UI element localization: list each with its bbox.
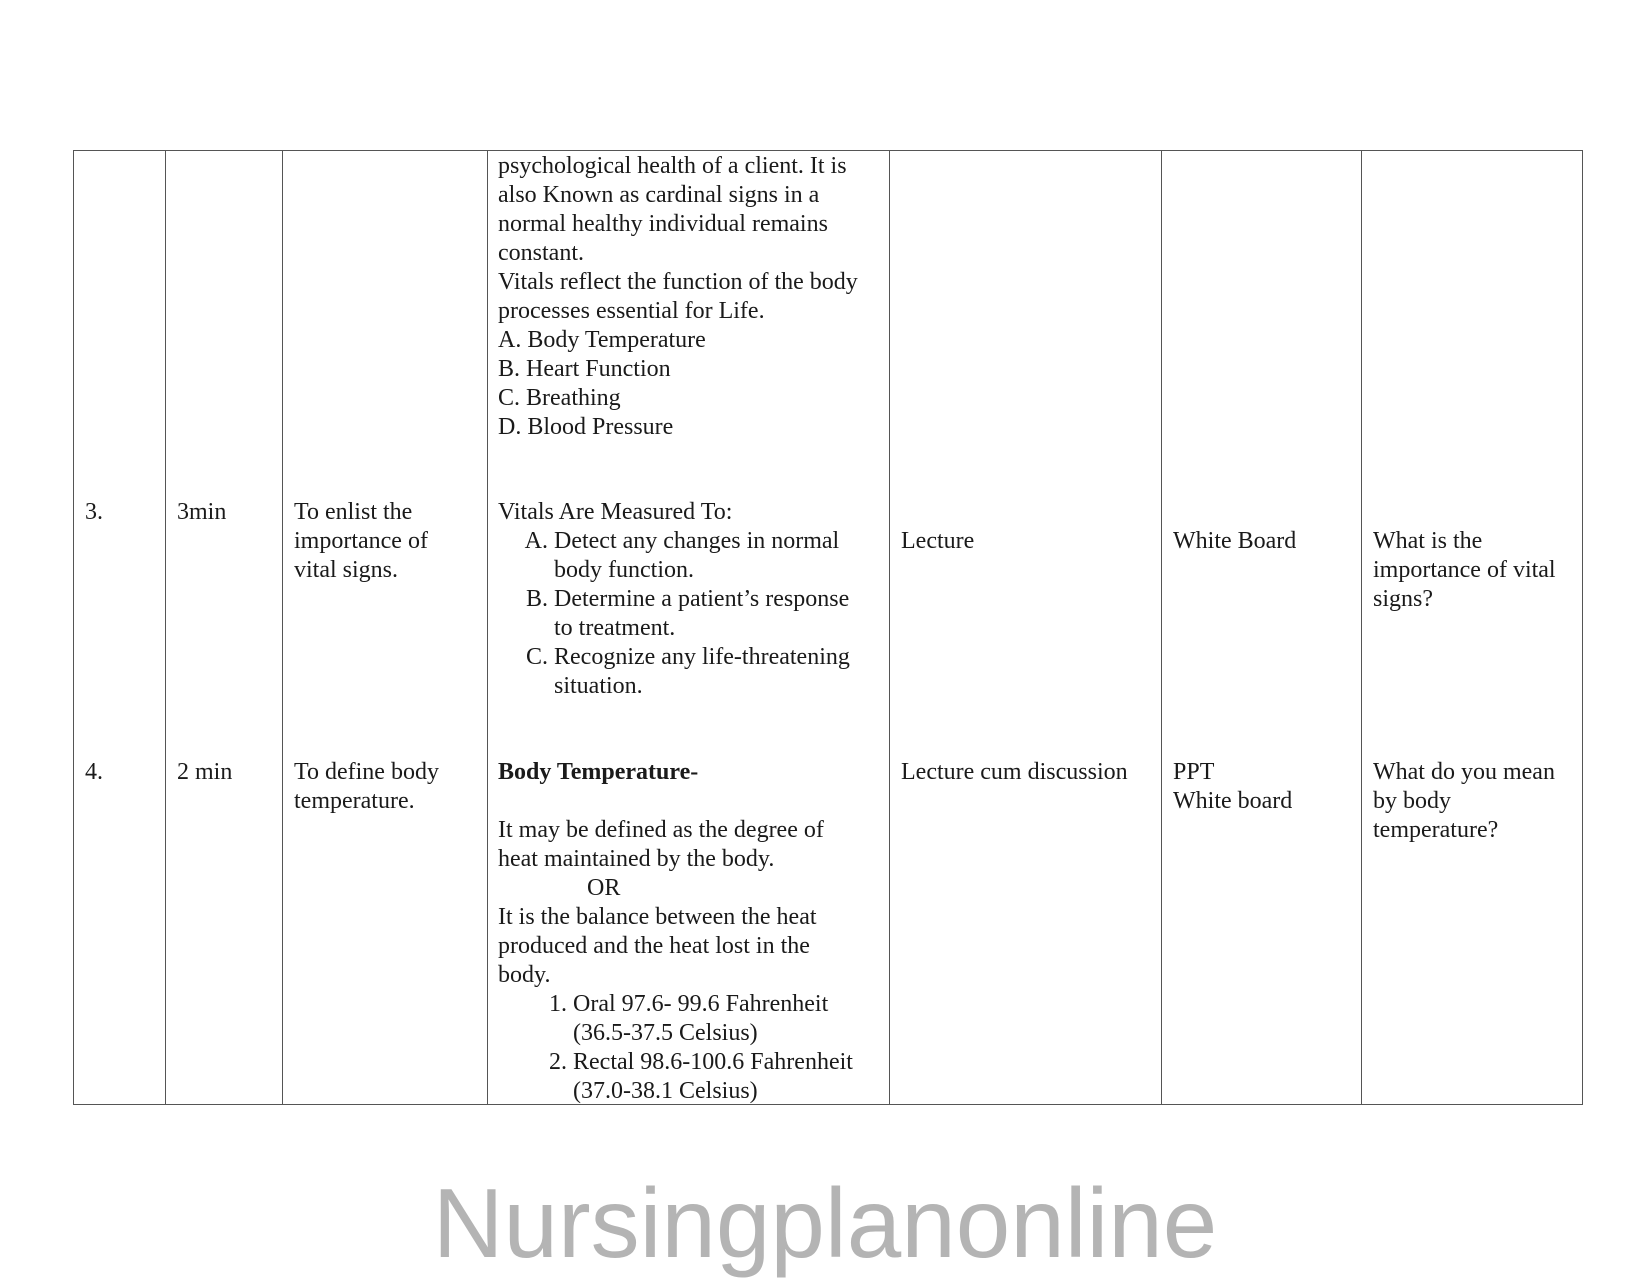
list-item: A. Detect any changes in normal body function. [554, 527, 850, 585]
evaluation-line: What is the [1373, 528, 1483, 554]
content-line: It may be defined as the degree of [498, 817, 824, 843]
evaluation-line: by body [1373, 788, 1451, 814]
av-aid: White board [1173, 788, 1293, 814]
row3-av-aids [1173, 527, 1296, 556]
watermark: Nursingplanonline [432, 1168, 1218, 1278]
content-line: body. [498, 962, 551, 988]
content-line: normal healthy individual remains [498, 211, 828, 237]
content-line: A. Body Temperature [498, 327, 706, 353]
row3-evaluation [1373, 527, 1556, 614]
objective-line: To define body [294, 759, 439, 785]
content-line: It is the balance between the heat [498, 904, 817, 930]
objective-line: To enlist the [294, 499, 413, 525]
content-line: heat maintained by the body. [498, 846, 775, 872]
row3-content [498, 498, 850, 701]
row3-time: 3min [177, 499, 227, 525]
column-divider [487, 151, 488, 1104]
row4-time: 2 min [177, 759, 233, 785]
row4-av-aids [1173, 758, 1292, 816]
row4-sno: 4. [85, 759, 103, 785]
row4-evaluation [1373, 758, 1555, 845]
column-divider [1361, 151, 1362, 1104]
row4-method: Lecture cum discussion [901, 759, 1128, 785]
objective-line: importance of [294, 528, 428, 554]
content-line: Vitals reflect the function of the body [498, 269, 858, 295]
evaluation-line: What do you mean [1373, 759, 1555, 785]
content-or: OR [587, 875, 621, 901]
evaluation-line: signs? [1373, 586, 1433, 612]
row3-sno: 3. [85, 499, 103, 525]
column-divider [889, 151, 890, 1104]
row4-content [498, 758, 853, 1106]
content-line: constant. [498, 240, 584, 266]
list-item: B. Determine a patient’s response to treatment. [554, 585, 850, 643]
list-item: C. Recognize any life-threatening situation. [554, 643, 850, 701]
av-aid: PPT [1173, 759, 1215, 785]
content-list [498, 990, 853, 1106]
content-line: produced and the heat lost in the [498, 933, 810, 959]
list-item: 2. Rectal 98.6-100.6 Fahrenheit (37.0-38.1 Celsius) [573, 1048, 853, 1106]
content-list [498, 527, 850, 701]
evaluation-line: temperature? [1373, 817, 1499, 843]
list-item: 1. Oral 97.6- 99.6 Fahrenheit (36.5-37.5 Celsius) [573, 990, 853, 1048]
content-heading: Vitals Are Measured To: [498, 499, 733, 525]
content-line: processes essential for Life. [498, 298, 765, 324]
column-divider [1161, 151, 1162, 1104]
content-line: B. Heart Function [498, 356, 671, 382]
row3-objective [294, 498, 428, 585]
content-line: C. Breathing [498, 385, 621, 411]
objective-line: vital signs. [294, 557, 399, 583]
content-heading: Body Temperature- [498, 759, 699, 785]
content-continuation [498, 152, 858, 442]
content-line: psychological health of a client. It is [498, 153, 847, 179]
row4-objective [294, 758, 439, 816]
column-divider [282, 151, 283, 1104]
evaluation-line: importance of vital [1373, 557, 1556, 583]
objective-line: temperature. [294, 788, 415, 814]
column-divider [165, 151, 166, 1104]
av-aid: White Board [1173, 528, 1297, 554]
row3-method: Lecture [901, 528, 975, 554]
content-line: also Known as cardinal signs in a [498, 182, 820, 208]
content-line: D. Blood Pressure [498, 414, 674, 440]
